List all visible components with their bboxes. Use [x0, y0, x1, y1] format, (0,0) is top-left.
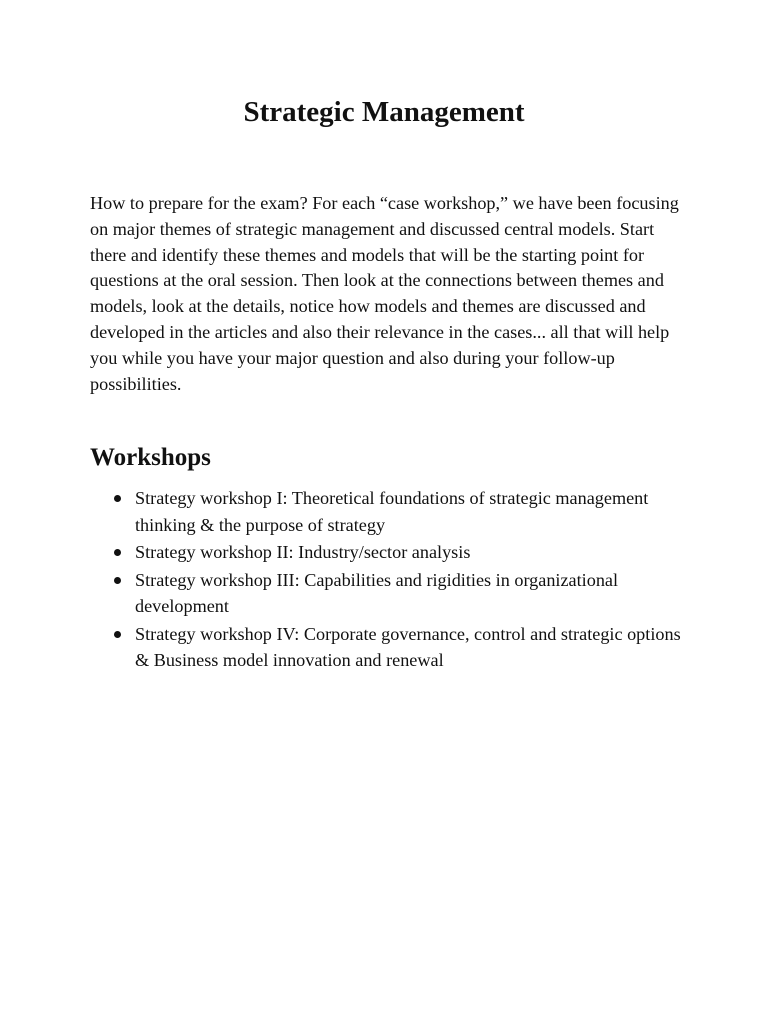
workshop-item-text: Strategy workshop II: Industry/sector analysis [135, 542, 471, 562]
bullet-icon [114, 495, 121, 502]
workshop-item [90, 567, 690, 620]
bullet-icon [114, 631, 121, 638]
bullet-icon [114, 577, 121, 584]
workshop-item [90, 485, 690, 538]
workshop-item-text: Strategy workshop IV: Corporate governance, control and strategic options & Business model innovation and renewal [135, 623, 681, 670]
bullet-icon [114, 549, 121, 556]
workshop-list [90, 485, 690, 675]
document-title: Strategic Management [243, 96, 525, 128]
workshops-heading: Workshops [90, 444, 211, 471]
intro-paragraph: How to prepare for the exam? For each “case workshop,” we have been focusing on major themes of strategic management and discussed central models. Start there and identify these themes and models that will be the starting point for questions at the oral session. Then look at the connections between themes and models, look at the details, notice how models and themes are discussed and developed in the articles and also their relevance in the cases... all that will help you while you have your major question and also during your follow-up possibilities. [90, 193, 679, 394]
workshop-item [90, 539, 690, 566]
workshop-item-text: Strategy workshop III: Capabilities and rigidities in organizational development [135, 569, 619, 616]
workshop-item-text: Strategy workshop I: Theoretical foundations of strategic management thinking & the purpose of strategy [135, 488, 649, 535]
workshop-item [90, 621, 690, 674]
